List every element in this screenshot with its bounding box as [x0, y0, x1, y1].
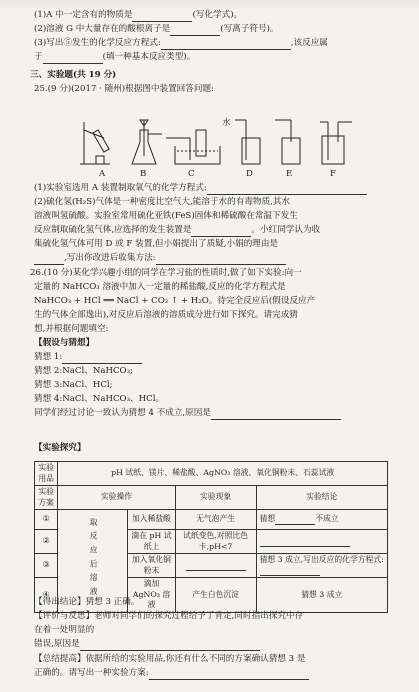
table-cell [256, 530, 387, 554]
table-cell: 加入稀盐酸 [128, 510, 175, 530]
answer-blank[interactable] [62, 354, 142, 364]
q26-line: NaHCO₃ + HCl ══ NaCl + CO₂ ↑ + H₂O。待完全反应后(假设反应产 [34, 296, 316, 306]
q25-heading: 25.(9 分)(2017 · 随州)根据图中装置回答问题: [34, 84, 214, 94]
answer-blank[interactable] [132, 12, 192, 22]
table-cell: pH 试纸、镁片、稀盐酸、AgNO₃ 溶液、氧化铜粉末、石蕊试液 [58, 462, 388, 486]
reflect-line: 【评价与反思】老师对同学们的探究过程给予了肯定,同时指出探究中存 [34, 611, 304, 621]
answer-blank[interactable] [80, 641, 260, 651]
answer-blank[interactable] [156, 255, 286, 265]
hypothesis-heading: 【假设与猜想】 [34, 338, 95, 348]
table-cell: ② [35, 530, 58, 554]
answer-blank[interactable] [211, 410, 341, 420]
question-line: (3)写出⑤发生的化学反应方程式: ,该反应属 [34, 38, 328, 48]
table-cell [175, 554, 256, 578]
apparatus-diagram [70, 116, 400, 178]
q25-line: (2)硫化氢(H₂S)气体是一种密度比空气大,能溶于水的有毒物质,其水 [34, 197, 291, 207]
table-cell: 猜想 3 成立,写出反应的化学方程式: [256, 554, 387, 578]
reflect-line: 错误,原因是 [34, 639, 260, 651]
guess-line: 猜想 1: [34, 352, 142, 364]
q25-line: ,写出你改进后收集方法: [34, 253, 286, 265]
answer-blank[interactable] [191, 227, 251, 237]
q26-line: 想,并根据问题填空: [34, 324, 109, 334]
section-heading: 三、实验题(共 19 分) [30, 70, 117, 80]
top-shadow [0, 0, 419, 10]
q26-line: 定量的 NaHCO₃ 溶液中加入一定量的稀盐酸,反应的化学方程式是 [34, 282, 286, 292]
table-cell: 试纸变色,对照比色卡,pH<7 [175, 530, 256, 554]
answer-blank[interactable] [260, 566, 320, 576]
table-row [35, 510, 388, 530]
table-header: 实验现象 [175, 486, 256, 510]
reflect-line: 在着一处明显的 [34, 625, 95, 635]
explore-heading: 【实验探究】 [34, 443, 86, 453]
figure-label: D [246, 169, 253, 179]
experiment-table [34, 461, 388, 613]
answer-blank[interactable] [34, 255, 64, 265]
figure-label: B [140, 169, 147, 179]
answer-blank[interactable] [43, 54, 103, 64]
apparatus-figure [70, 116, 400, 178]
table-row [35, 486, 388, 510]
figure-label: F [330, 169, 336, 179]
q25-line: (1)实验室选用 A 装置制取氧气的化学方程式: [34, 183, 367, 195]
q25-line: 集硫化氢气体可用 D 或 F 装置,但小娟提出了质疑,小娟的理由是 [34, 239, 279, 249]
answer-blank[interactable] [161, 40, 291, 50]
question-line: (2)溶液 G 中大量存在的酸根离子是 (写离子符号)。 [34, 24, 279, 34]
table-cell: 加入氧化铜粉末 [128, 554, 175, 578]
table-cell: 产生白色沉淀 [175, 578, 256, 613]
figure-label: A [99, 169, 106, 179]
answer-blank[interactable] [260, 537, 350, 547]
answer-blank[interactable] [170, 26, 220, 36]
figure-label: C [188, 169, 195, 179]
table-header: 实验方案 [35, 486, 58, 510]
table-cell: ④ [35, 578, 58, 613]
q26-line: 生的气体全部逸出),对反应后溶液的溶质成分进行如下探究。请完成猜 [34, 310, 298, 320]
water-label: 水 [222, 118, 231, 128]
answer-blank[interactable] [207, 185, 367, 195]
q26-line: 26.(10 分)某化学兴趣小组的同学在学习盐的性质时,做了如下实验:向一 [30, 268, 302, 278]
summary-line: 正确的。请写出一种实验方案: [34, 668, 309, 680]
table-cell: 实验用品 [35, 462, 58, 486]
table-cell: 滴加 AgNO₃ 溶液 [128, 578, 175, 613]
table-header: 实验操作 [58, 486, 175, 510]
question-line: (1)A 中一定含有的物质是 (写化学式)。 [34, 10, 243, 20]
table-cell: 无气泡产生 [175, 510, 256, 530]
table-cell: 猜想 3 成立 [256, 578, 387, 613]
q25-line: 反应制取硫化氢气体,应选择的发生装置是 。小红同学认为收 [34, 225, 321, 235]
table-header: 实验结论 [256, 486, 387, 510]
question-line: 于 (填一种基本反应类型)。 [34, 52, 196, 62]
merged-cell: 取反应后溶液 [58, 510, 128, 613]
guess-line: 猜想 3:NaCl、HCl; [34, 380, 113, 390]
answer-blank[interactable] [149, 670, 309, 680]
table-row [35, 462, 388, 486]
table-cell: ③ [35, 554, 58, 578]
table-cell: 猜想 不成立 [256, 510, 387, 530]
guess-line: 猜想 4:NaCl、NaHCO₃、HCl。 [34, 394, 165, 404]
figure-label: E [286, 169, 293, 179]
q25-line: 溶液叫氢硫酸。实验室常用硫化亚铁(FeS)固体和稀硫酸在常温下发生 [34, 211, 298, 221]
answer-blank[interactable] [186, 561, 246, 571]
agree-line: 同学们经过讨论一致认为猜想 4 不成立,原因是 [34, 408, 341, 420]
guess-line: 猜想 2:NaCl、NaHCO₃; [34, 366, 133, 376]
result-line: 【得出结论】猜想 3 正确。 [34, 597, 140, 607]
answer-blank[interactable] [275, 515, 315, 525]
table-cell: 滴在 pH 试纸上 [128, 530, 175, 554]
summary-line: 【总结提高】依据所给的实验用品,你还有什么不同的方案确认猜想 3 是 [34, 654, 306, 664]
table-cell: ① [35, 510, 58, 530]
